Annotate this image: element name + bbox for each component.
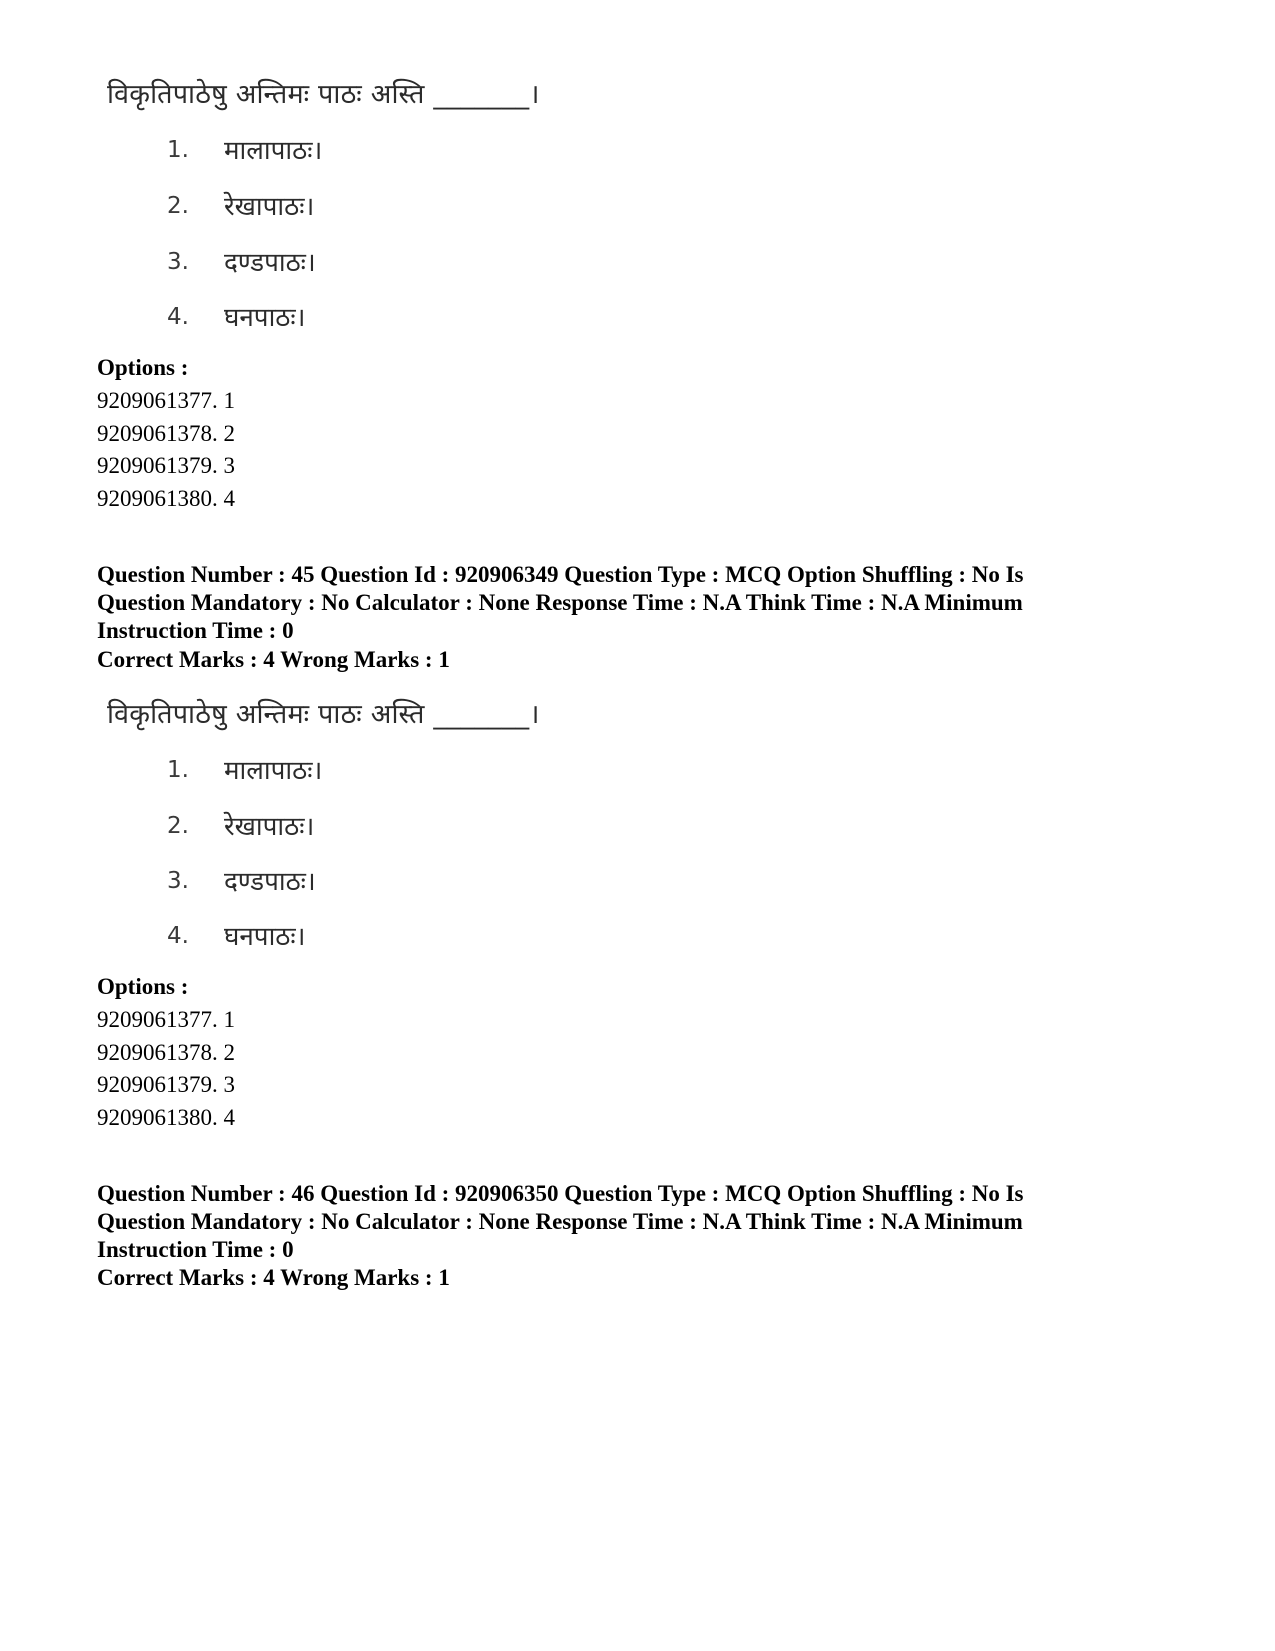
option-line: 9209061380. 4	[97, 1105, 235, 1130]
choice-number: 2.	[167, 193, 189, 219]
choice-text: घनपाठः।	[224, 922, 306, 952]
option-line: 9209061379. 3	[97, 1072, 235, 1097]
options-heading: Options :	[97, 974, 189, 999]
choice-number: 2.	[167, 813, 189, 839]
marks-line: Correct Marks : 4 Wrong Marks : 1	[97, 1265, 450, 1290]
question-header: Question Number : 46 Question Id : 920906350 Question Type : MCQ Option Shuffling : No Is Question Mandatory : No Calculator : None Response Time : N.A Think Time : N.A Minimum Instruction Time : 0	[97, 1181, 1024, 1262]
choice-number: 3.	[167, 249, 189, 275]
choice-number: 4.	[167, 923, 189, 949]
question-stem: विकृतिपाठेषु अन्तिमः पाठः अस्ति _______।	[107, 79, 540, 110]
option-line: 9209061377. 1	[97, 388, 235, 413]
choice-text: रेखापाठः।	[224, 192, 315, 222]
choice-text: दण्डपाठः।	[224, 867, 316, 897]
question-stem: विकृतिपाठेषु अन्तिमः पाठः अस्ति _______।	[107, 699, 540, 730]
choice-text: दण्डपाठः।	[224, 248, 316, 278]
choice-text: घनपाठः।	[224, 303, 306, 333]
choice-number: 1.	[167, 137, 189, 163]
question-header: Question Number : 45 Question Id : 920906349 Question Type : MCQ Option Shuffling : No Is Question Mandatory : No Calculator : None Response Time : N.A Think Time : N.A Minimum Instruction Time : 0	[97, 562, 1024, 643]
choice-text: मालापाठः।	[224, 136, 323, 166]
option-line: 9209061378. 2	[97, 421, 235, 446]
choice-text: रेखापाठः।	[224, 812, 315, 842]
marks-line: Correct Marks : 4 Wrong Marks : 1	[97, 647, 450, 672]
option-line: 9209061379. 3	[97, 453, 235, 478]
option-line: 9209061378. 2	[97, 1040, 235, 1065]
choice-number: 4.	[167, 304, 189, 330]
choice-number: 1.	[167, 757, 189, 783]
choice-text: मालापाठः।	[224, 756, 323, 786]
choice-number: 3.	[167, 868, 189, 894]
option-line: 9209061377. 1	[97, 1007, 235, 1032]
option-line: 9209061380. 4	[97, 486, 235, 511]
options-heading: Options :	[97, 355, 189, 380]
